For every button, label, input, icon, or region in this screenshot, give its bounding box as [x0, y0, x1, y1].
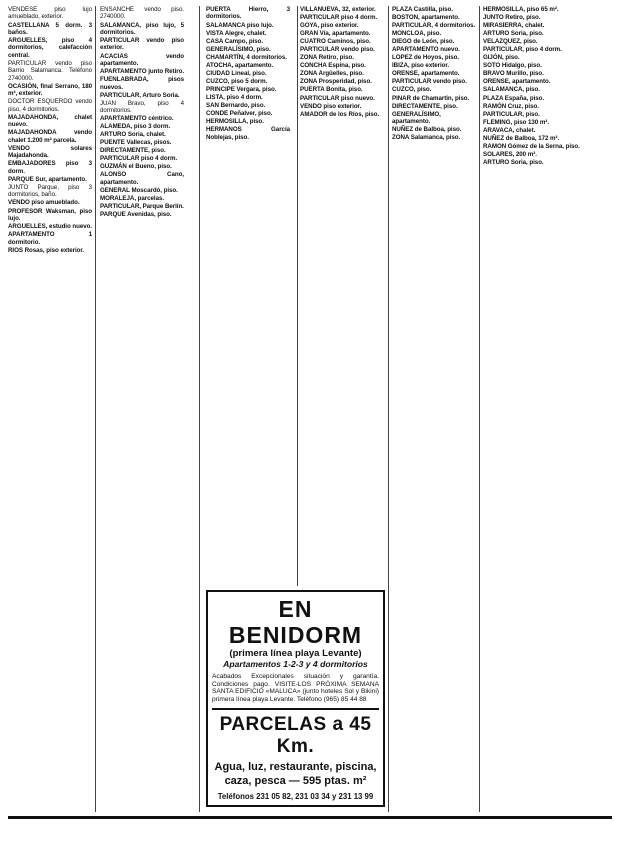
column-divider	[479, 6, 480, 812]
classified-ad: PARTICULAR, piso 4 dorm.	[483, 46, 562, 54]
classified-ad: HERMOSILLA, piso 65 m².	[483, 6, 559, 13]
classified-ad: DIEGO de León, piso.	[392, 38, 455, 46]
classified-ad: DIRECTAMENTE, piso.	[100, 147, 166, 155]
classified-ad: PARTICULAR, Parque Berlín.	[100, 203, 184, 211]
classified-ad: PARQUE Avenidas, piso.	[100, 211, 172, 219]
classified-ad: ARAVACA, chalet.	[483, 126, 536, 134]
classified-ad: PARTICULAR, piso.	[483, 110, 540, 118]
classified-ad: CASA Campo, piso.	[206, 37, 264, 45]
classified-ad: NUÑEZ de Balboa, piso.	[392, 126, 462, 134]
classified-ad: PARTICULAR, 4 dormitorios.	[392, 22, 476, 30]
page-bottom-rule	[8, 816, 612, 819]
classified-ad: GENERALÍSIMO, apartamento.	[392, 110, 441, 126]
classified-ad: VISTA Alegre, chalet.	[206, 29, 267, 37]
classified-ad: VENDO piso exterior.	[300, 102, 362, 110]
classified-ad: PARTICULAR piso 4 dorm.	[100, 155, 178, 163]
classified-ad: GENERALÍSIMO, piso.	[206, 45, 271, 53]
classified-ad: PARTICULAR vendo piso Barrio Salamanca. Teléfono 2740000.	[8, 59, 92, 82]
classified-ad: CUZCO, piso.	[392, 86, 432, 94]
ad-column-1	[8, 6, 92, 812]
ad-details: Acabados Excepcionales situación y garantía. Condiciones pago. VISITE-LOS PRÓXIMA SEMANA SANTA EDIFICIO «MALUCA» (junto hoteles Sol y Bikini) primera línea playa Levante. Teléfono (965) 85 44 88	[212, 673, 379, 703]
classified-ad: JUNTO Retiro, piso.	[483, 14, 541, 22]
classified-ad: VILLANUEVA, 32, exterior.	[300, 6, 376, 13]
classified-ad: SAN Bernardo, piso.	[206, 101, 266, 109]
ad-subtitle: (primera línea playa Levante)	[229, 648, 362, 659]
classified-ad: ACACIAS vendo apartamento.	[100, 52, 184, 67]
classified-ad: ZONA Salamanca, piso.	[392, 134, 461, 142]
classified-ad: HERMOSILLA, piso.	[206, 118, 264, 126]
classified-ad: GOYA, piso exterior.	[300, 22, 359, 30]
classified-ad: PARTICULAR vendo piso.	[392, 78, 467, 86]
classified-ad: SALAMANCA piso lujo.	[206, 21, 274, 29]
column-divider	[95, 6, 96, 812]
classified-ad: BRAVO Murillo, piso.	[483, 70, 544, 78]
classified-ad: PINAR de Chamartín, piso.	[392, 94, 470, 102]
ad-parcelas-title: PARCELAS a 45 Km.	[219, 714, 372, 758]
classified-ad: CONDE Peñalver, piso.	[206, 110, 273, 118]
classified-ad: OCASIÓN, final Serrano, 180 m², exterior.	[8, 82, 92, 98]
classified-ad: MONCLOA, piso.	[392, 30, 442, 38]
ad-column-4	[300, 6, 384, 586]
classified-ad: EMBAJADORES piso 3 dorm.	[8, 160, 92, 175]
ad-column-5	[392, 6, 476, 812]
classified-ad: ARGUELLES, piso 4 dormitorios, calefacción central.	[8, 37, 92, 59]
classified-ad: APARTAMENTO nuevo.	[392, 46, 460, 54]
classified-ad: DIRECTAMENTE, piso.	[392, 102, 458, 110]
classified-ad: VENDESE piso lujo amueblado, exterior.	[8, 6, 92, 21]
classified-ad: DOCTOR ESQUERDO vendo piso, 4 dormitorios.	[8, 98, 92, 113]
classified-ad: RAMON Gómez de la Serna, piso.	[483, 142, 580, 150]
classified-ad: CUATRO Caminos, piso.	[300, 38, 371, 46]
classified-ad: ATOCHA, apartamento.	[206, 61, 274, 69]
classified-ad: AMADOR de los Ríos, piso.	[300, 110, 380, 118]
ad-divider	[212, 708, 379, 710]
classified-ad: VENDO solares Majadahonda.	[8, 144, 92, 160]
classified-ad: CIUDAD Lineal, piso.	[206, 69, 267, 77]
classified-ad: BOSTON, apartamento.	[392, 14, 460, 22]
ad-column-2	[100, 6, 184, 812]
classified-ad: ARTURO Soria, piso.	[483, 30, 544, 38]
classified-ad: ARTURO Soria, chalet.	[100, 131, 166, 139]
ad-column-3	[206, 6, 290, 586]
classified-ad: VENDO piso amueblado.	[8, 199, 80, 207]
classified-ad: MIRASIERRA, chalet.	[483, 22, 545, 30]
classified-ad: PARTICULAR vendo piso.	[300, 46, 375, 54]
classified-ad: MORALEJA, parcelas.	[100, 194, 165, 202]
classified-ad: JUNTO Parque, piso 3 dormitorios, baño.	[8, 183, 92, 199]
classified-ad: PLAZA España, piso.	[483, 94, 545, 102]
ad-phones: Teléfonos 231 05 82, 231 03 34 y 231 13 99	[217, 792, 374, 802]
ad-column-6	[483, 6, 611, 812]
classified-ad: APARTAMENTO céntrico.	[100, 115, 174, 123]
classified-ad: FLEMING, piso 130 m².	[483, 118, 549, 126]
classified-ad: PUERTA Bonita, piso.	[300, 86, 363, 94]
classified-ad: ZONA Prosperidad, piso.	[300, 78, 372, 86]
ad-services: Agua, luz, restaurante, piscina, caza, pesca — 595 ptas. m²	[214, 761, 377, 788]
classified-ad: PARTICULAR vendo piso exterior.	[100, 37, 184, 52]
classified-ad: ARTURO Soria, piso.	[483, 158, 544, 166]
classified-ad: ARGUELLES, estudio nuevo.	[8, 223, 92, 230]
classified-ad: ZONA Argüelles, piso.	[300, 70, 364, 78]
benidorm-display-ad	[206, 590, 385, 807]
column-divider	[199, 6, 200, 812]
classified-ad: FUENLABRADA, pisos nuevos.	[100, 76, 184, 91]
classified-ad: GIJÓN, piso.	[483, 54, 520, 62]
classified-ad: LOPEZ de Hoyos, piso.	[392, 54, 460, 62]
classified-ad: RAMÓN Cruz, piso.	[483, 102, 539, 110]
classified-ad: PARQUE Sur, apartamento.	[8, 175, 87, 183]
classified-ad: ZONA Retiro, piso.	[300, 54, 354, 62]
classified-ad: RIOS Rosas, piso exterior.	[8, 246, 85, 254]
classified-ad: GUZMÁN el Bueno, piso.	[100, 163, 172, 171]
classified-ad: MAJADAHONDA, chalet nuevo.	[8, 113, 92, 129]
classified-ad: GENERAL Moscardó, piso.	[100, 186, 178, 194]
classified-ad: IBIZA, piso exterior.	[392, 62, 450, 70]
classified-ad: PARTICULAR, Arturo Soria.	[100, 91, 180, 99]
classified-ad: SOTO Hidalgo, piso.	[483, 62, 542, 70]
classified-ad: CUZCO, piso 5 dorm.	[206, 77, 268, 85]
column-divider	[388, 6, 389, 812]
classified-ad: PLAZA Castilla, piso.	[392, 6, 453, 13]
ad-title: EN BENIDORM	[228, 596, 363, 648]
classified-ad: PARTICULAR piso nuevo.	[300, 94, 375, 102]
ad-apartments: Apartamentos 1-2-3 y 4 dormitorios	[223, 659, 368, 669]
classified-ad: ENSANCHE vendo piso. 2740000.	[100, 6, 184, 21]
classified-ad: CASTELLANA 5 dorm. 3 baños.	[8, 21, 92, 36]
classified-ad: PUENTE Vallecas, pisos.	[100, 139, 172, 147]
classified-ad: ALONSO Cano, apartamento.	[100, 171, 184, 186]
classified-ad: JUAN Bravo, piso 4 dormitorios.	[100, 99, 184, 115]
classified-ad: VELAZQUEZ, piso.	[483, 38, 538, 46]
classified-ad: PUERTA Hierro, 3 dormitorios.	[206, 6, 290, 21]
classified-ad: ALAMEDA, piso 3 dorm.	[100, 123, 171, 131]
classified-ad: CONCHA Espina, piso.	[300, 62, 366, 70]
classified-ad: APARTAMENTO 1 dormitorio.	[8, 231, 92, 246]
classified-ad: HERMANOS García Noblejas, piso.	[206, 126, 290, 141]
classified-ad: PARTICULAR piso 4 dorm.	[300, 14, 378, 22]
classified-ad: ORENSE, apartamento.	[483, 78, 551, 86]
classified-ad: GRAN Vía, apartamento.	[300, 30, 371, 38]
classified-ad: PRINCIPE Vergara, piso.	[206, 85, 277, 93]
classified-ad: NUÑEZ de Balboa, 172 m².	[483, 134, 560, 142]
classified-ad: SALAMANCA, piso lujo, 5 dormitorios.	[100, 21, 184, 36]
classified-ad: CHAMARTÍN, 4 dormitorios.	[206, 53, 287, 61]
classified-ad: LISTA, piso 4 dorm.	[206, 93, 263, 101]
classified-ad: PROFESOR Waksman, piso lujo.	[8, 207, 92, 222]
classified-ad: APARTAMENTO junto Retiro.	[100, 68, 184, 75]
classified-ad: ORENSE, apartamento.	[392, 70, 460, 78]
classified-ad: MAJADAHONDA vendo chalet 1.200 m² parcela.	[8, 129, 92, 144]
column-divider	[297, 6, 298, 586]
classified-ad: SOLARES, 200 m².	[483, 150, 537, 158]
classified-ad: SALAMANCA, piso.	[483, 86, 540, 94]
